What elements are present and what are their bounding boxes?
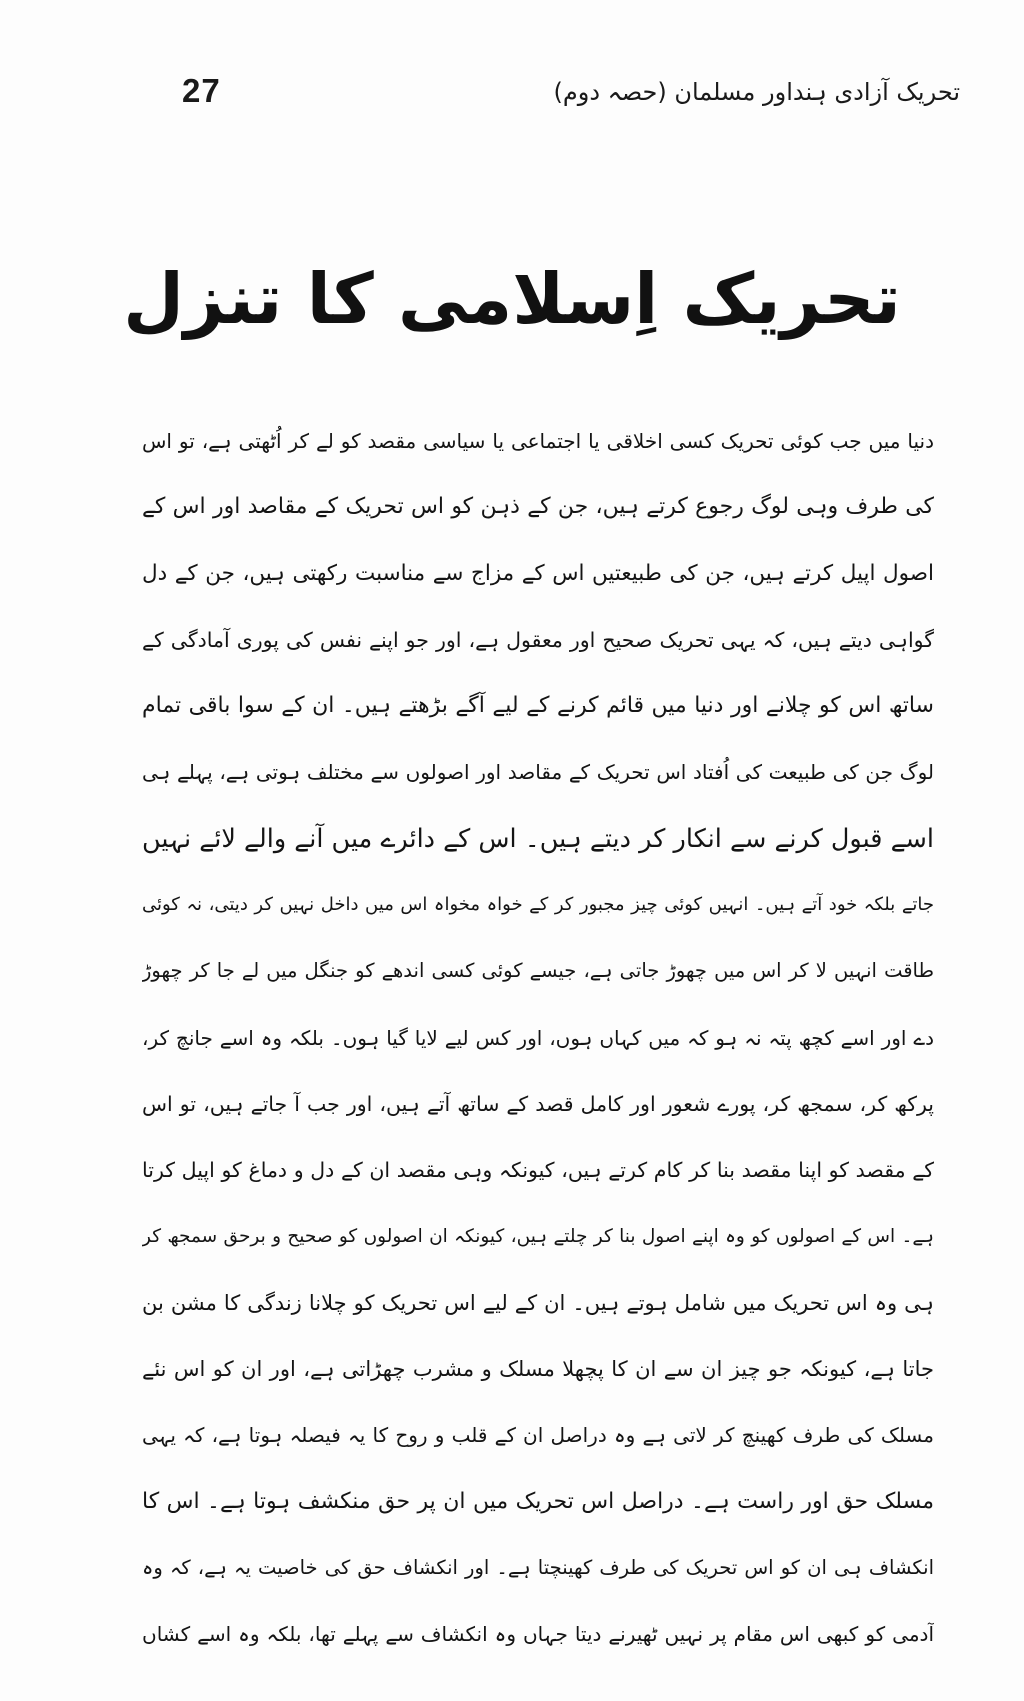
text-line: پرکھ کر، سمجھ کر، پورے شعور اور کامل قصد کے ساتھ آتے ہیں، اور جب آ جاتے ہیں، تو اس	[142, 1091, 934, 1116]
text-line: ہی وہ اس تحریک میں شامل ہوتے ہیں۔ ان کے لیے اس تحریک کو چلانا زندگی کا مشن بن	[142, 1290, 934, 1315]
chapter-title: تحریک اِسلامی کا تنزل	[123, 258, 901, 340]
text-line: جاتے بلکہ خود آتے ہیں۔ انہیں کوئی چیز مجبور کر کے خواہ مخواہ اس میں داخل نہیں کر دیتی، نہ کوئی	[142, 894, 934, 916]
text-line: اسے قبول کرنے سے انکار کر دیتے ہیں۔ اس کے دائرے میں آنے والے لائے نہیں	[142, 823, 934, 854]
page-number: 27	[182, 72, 221, 109]
text-line: مسلک کی طرف کھینچ کر لاتی ہے وہ دراصل ان کے قلب و روح کا یہ فیصلہ ہوتا ہے، کہ یہی	[142, 1423, 934, 1448]
text-line: آدمی کو کبھی اس مقام پر نہیں ٹھیرنے دیتا جہاں وہ انکشاف سے پہلے تھا، بلکہ وہ اسے کشاں	[142, 1622, 934, 1647]
running-header: تحریک آزادی ہنداور مسلمان (حصہ دوم)	[553, 78, 960, 106]
text-line: دے اور اسے کچھ پتہ نہ ہو کہ میں کہاں ہوں، اور کس لیے لایا گیا ہوں۔ بلکہ وہ اسے جانچ کر،	[142, 1025, 934, 1050]
text-line: طاقت انہیں لا کر اس میں چھوڑ جاتی ہے، جیسے کوئی کسی اندھے کو جنگل میں لے جا کر چھوڑ	[142, 959, 934, 983]
text-line: مسلک حق اور راست ہے۔ دراصل اس تحریک میں ان پر حق منکشف ہوتا ہے۔ اس کا	[142, 1488, 934, 1514]
text-line: کے مقصد کو اپنا مقصد بنا کر کام کرتے ہیں، کیونکہ وہی مقصد ان کے دل و دماغ کو اپیل کرتا	[142, 1158, 934, 1183]
text-line: گواہی دیتے ہیں، کہ یہی تحریک صحیح اور معقول ہے، اور جو اپنے نفس کی پوری آمادگی کے	[142, 627, 934, 652]
text-line: انکشاف ہی ان کو اس تحریک کی طرف کھینچتا ہے۔ اور انکشاف حق کی خاصیت یہ ہے، کہ وہ	[142, 1556, 934, 1580]
text-line: کی طرف وہی لوگ رجوع کرتے ہیں، جن کے ذہن کو اس تحریک کے مقاصد اور اس کے	[142, 494, 934, 520]
text-line: جاتا ہے، کیونکہ جو چیز ان سے ان کا پچھلا مسلک و مشرب چھڑاتی ہے، اور ان کو اس نئے	[142, 1357, 934, 1382]
text-line: دنیا میں جب کوئی تحریک کسی اخلاقی یا اجتماعی یا سیاسی مقصد کو لے کر اُٹھتی ہے، تو اس	[142, 429, 934, 453]
text-line: ہے۔ اس کے اصولوں کو وہ اپنے اصول بنا کر چلتے ہیں، کیونکہ ان اصولوں کو صحیح و برحق سمجھ کر	[142, 1225, 934, 1247]
text-line: اصول اپیل کرتے ہیں، جن کی طبیعتیں اس کے مزاج سے مناسبت رکھتی ہیں، جن کے دل	[142, 560, 934, 586]
text-line: لوگ جن کی طبیعت کی اُفتاد اس تحریک کے مقاصد اور اصولوں سے مختلف ہوتی ہے، پہلے ہی	[142, 760, 934, 785]
body-text	[142, 408, 934, 1668]
text-line: ساتھ اس کو چلانے اور دنیا میں قائم کرنے کے لیے آگے بڑھتے ہیں۔ ان کے سوا باقی تمام	[142, 693, 934, 719]
